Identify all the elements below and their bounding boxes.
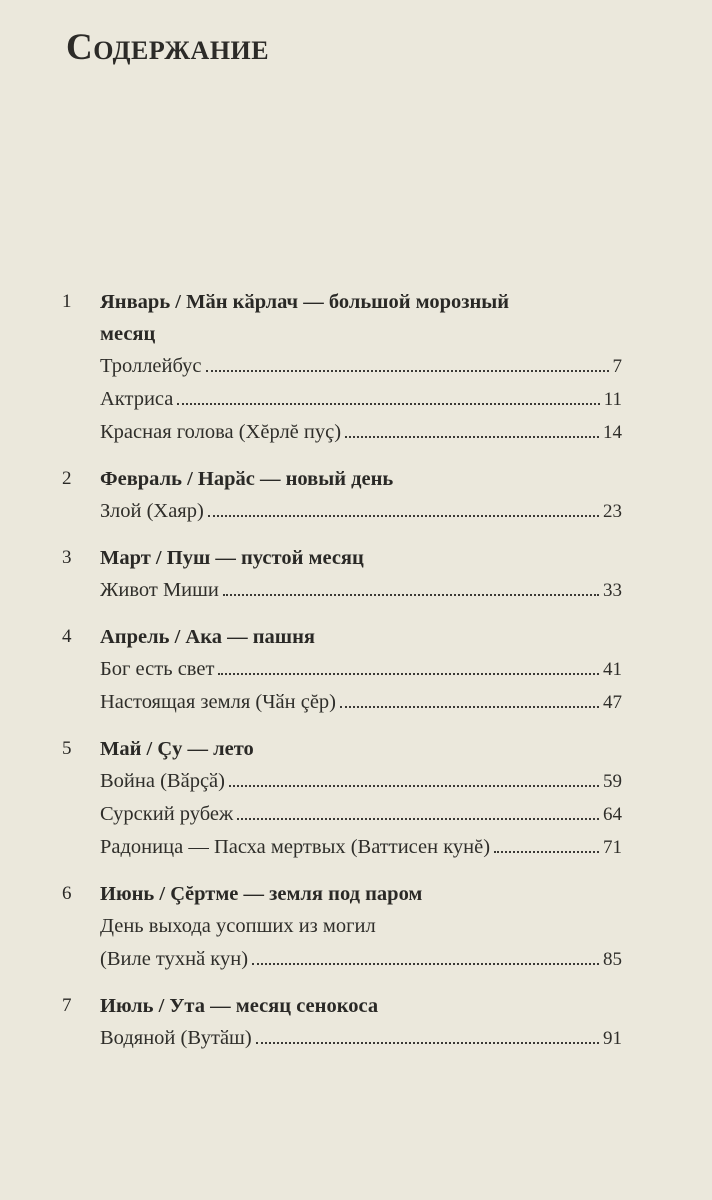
chapter-title: Февраль / Нарӑс — новый день (100, 468, 394, 490)
chapter-4 (0, 621, 712, 719)
toc-entry[interactable] (100, 943, 622, 976)
chapter-number: 1 (62, 291, 72, 312)
chapter-7 (0, 990, 712, 1055)
chapter-number: 5 (62, 738, 72, 759)
entry-title-line-1[interactable]: День выхода усопших из могил (100, 915, 376, 937)
chapter-heading (0, 733, 712, 765)
dot-leader (218, 673, 599, 675)
entry-title: Красная голова (Хĕрлĕ пуç) (100, 421, 342, 443)
entry-title: Бог есть свет (100, 658, 215, 680)
chapter-title: Июнь / Çĕртме — земля под паром (100, 883, 423, 905)
chapter-heading (0, 621, 712, 653)
chapter-title: Июль / Ута — месяц сенокоса (100, 995, 379, 1017)
chapter-title: Апрель / Ака — пашня (100, 626, 315, 648)
toc-entry[interactable] (100, 350, 622, 383)
toc-entry[interactable] (100, 1022, 622, 1055)
toc-entry[interactable] (100, 416, 622, 449)
dot-leader (237, 818, 599, 820)
entry-title: (Виле тухнӑ кун) (100, 948, 249, 970)
chapter-number: 6 (62, 883, 72, 904)
entry-title: Водяной (Вутӑш) (100, 1027, 252, 1049)
toc-entry[interactable] (100, 653, 622, 686)
dot-leader (208, 515, 599, 517)
entry-title: Злой (Хаяр) (100, 500, 204, 522)
chapter-heading (0, 286, 712, 350)
toc-entry[interactable] (100, 574, 622, 607)
toc-entry[interactable] (100, 798, 622, 831)
dot-leader (206, 370, 609, 372)
entry-page-number: 85 (603, 949, 622, 970)
toc-entry[interactable] (100, 765, 622, 798)
chapter-heading (0, 542, 712, 574)
entry-page-number: 47 (603, 692, 622, 713)
entry-page-number: 59 (603, 771, 622, 792)
entry-title: Война (Вӑрçӑ) (100, 770, 225, 792)
dot-leader (494, 851, 599, 853)
toc-entry[interactable] (100, 495, 622, 528)
chapter-heading (0, 990, 712, 1022)
entry-page-number: 23 (603, 501, 622, 522)
entry-title: Актриса (100, 388, 174, 410)
chapter-heading (0, 878, 712, 910)
chapter-3 (0, 542, 712, 607)
dot-leader (252, 963, 599, 965)
page-title: Содержание (66, 27, 270, 68)
chapter-title: Январь / Мӑн кӑрлач — большой морозный месяц (100, 291, 510, 345)
chapter-5 (0, 733, 712, 864)
dot-leader (177, 403, 599, 405)
entry-page-number: 11 (603, 389, 622, 410)
entry-page-number: 64 (603, 804, 622, 825)
chapter-6 (0, 878, 712, 976)
chapter-number: 7 (62, 995, 72, 1016)
entry-title: Сурский рубеж (100, 803, 234, 825)
table-of-contents (0, 286, 712, 1069)
toc-entry[interactable] (100, 831, 622, 864)
chapter-title: Март / Пуш — пустой месяц (100, 547, 364, 569)
dot-leader (256, 1042, 599, 1044)
chapter-title: Май / Çу — лето (100, 738, 254, 760)
entry-page-number: 7 (612, 356, 622, 377)
toc-entry[interactable] (100, 383, 622, 416)
entry-page-number: 33 (603, 580, 622, 601)
chapter-2 (0, 463, 712, 528)
entry-page-number: 71 (603, 837, 622, 858)
entry-title: Радоница — Пасха мертвых (Ваттисен кунĕ) (100, 836, 491, 858)
chapter-number: 4 (62, 626, 72, 647)
entry-page-number: 91 (603, 1028, 622, 1049)
dot-leader (345, 436, 599, 438)
dot-leader (223, 594, 599, 596)
entry-title: Троллейбус (100, 355, 202, 377)
entry-page-number: 41 (603, 659, 622, 680)
chapter-1 (0, 286, 712, 449)
chapter-number: 3 (62, 547, 72, 568)
entry-title: Настоящая земля (Чӑн çĕр) (100, 691, 336, 713)
entry-title: Живот Миши (100, 579, 219, 601)
entry-page-number: 14 (603, 422, 622, 443)
dot-leader (340, 706, 599, 708)
toc-entry[interactable] (100, 686, 622, 719)
dot-leader (229, 785, 599, 787)
chapter-number: 2 (62, 468, 72, 489)
chapter-heading (0, 463, 712, 495)
